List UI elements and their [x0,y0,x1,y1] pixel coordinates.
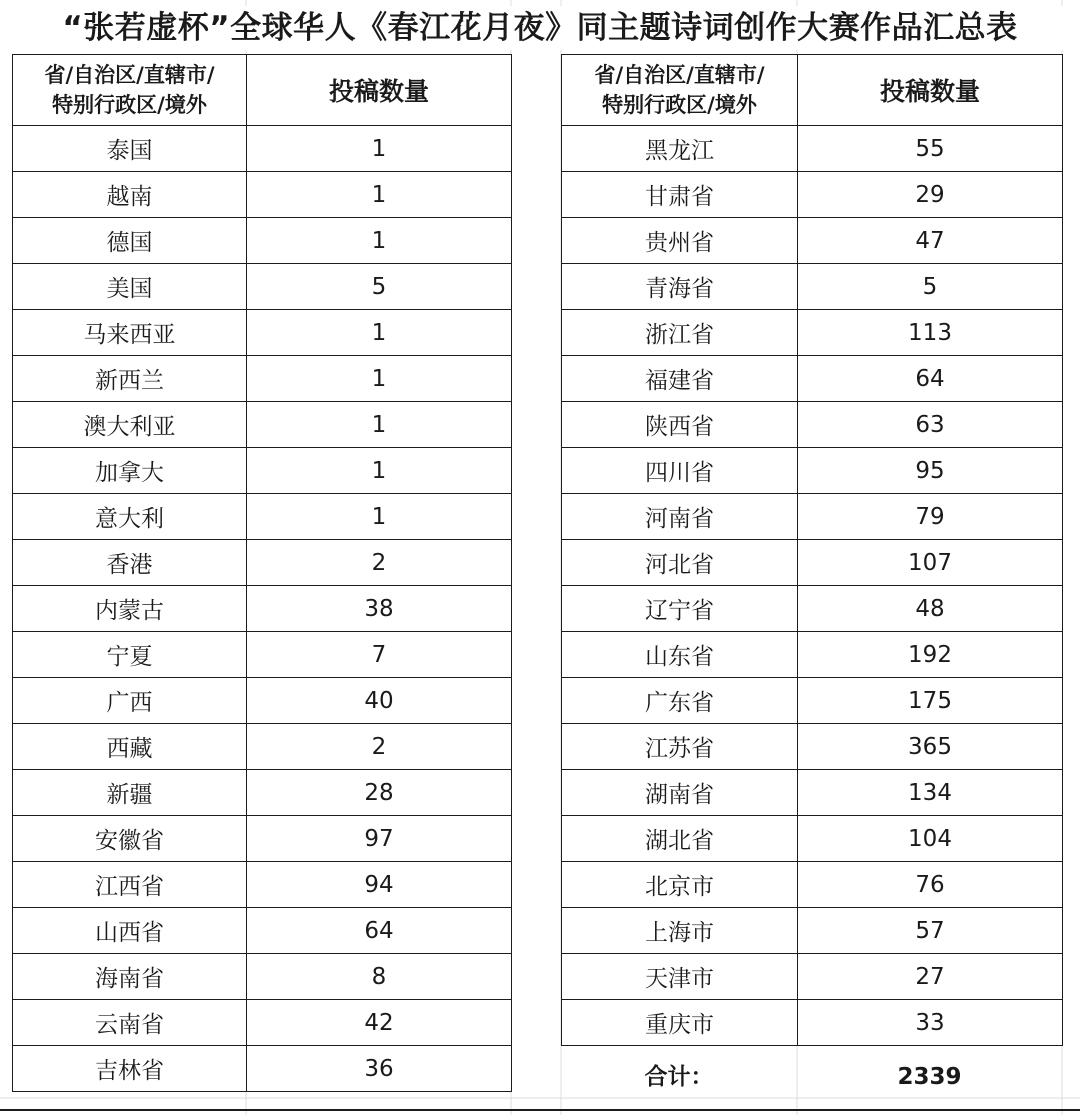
region-cell: 山东省 [562,632,798,678]
table-row [13,172,512,218]
count-cell: 1 [247,356,512,402]
count-cell: 5 [247,264,512,310]
table-row [562,954,1063,1000]
table-row [13,586,512,632]
count-cell: 1 [247,172,512,218]
count-cell: 2 [247,540,512,586]
region-header-line1: 省/自治区/直辖市/ [44,63,215,87]
count-cell: 95 [798,448,1063,494]
total-label: 合计： [644,1064,714,1090]
bottom-border-line [0,1109,1080,1111]
region-cell: 重庆市 [562,1000,798,1046]
region-cell: 宁夏 [13,632,247,678]
region-cell: 山西省 [13,908,247,954]
left-summary-table [12,54,512,1092]
count-cell: 28 [247,770,512,816]
region-cell: 上海市 [562,908,798,954]
count-cell: 48 [798,586,1063,632]
table-row [13,448,512,494]
region-cell: 马来西亚 [13,310,247,356]
region-cell: 越南 [13,172,247,218]
count-cell: 42 [247,1000,512,1046]
header-row [13,55,512,126]
region-cell: 江苏省 [562,724,798,770]
table-row [13,954,512,1000]
region-cell: 泰国 [13,126,247,172]
region-cell: 福建省 [562,356,798,402]
count-cell: 64 [247,908,512,954]
count-cell: 64 [798,356,1063,402]
table-row [562,908,1063,954]
count-cell: 1 [247,448,512,494]
count-cell: 2 [247,724,512,770]
count-cell: 97 [247,816,512,862]
total-value: 2339 [897,1064,962,1090]
table-row [562,816,1063,862]
region-cell: 广西 [13,678,247,724]
region-header-line2: 特别行政区/境外 [52,93,207,117]
table-row [562,540,1063,586]
table-row [562,402,1063,448]
region-cell: 贵州省 [562,218,798,264]
table-row [562,218,1063,264]
table-row [562,678,1063,724]
count-cell: 192 [798,632,1063,678]
table-row [13,310,512,356]
table-row [13,356,512,402]
region-column-header [13,55,247,126]
count-column-header: 投稿数量 [798,55,1063,126]
count-cell: 5 [798,264,1063,310]
region-cell: 北京市 [562,862,798,908]
table-row [562,586,1063,632]
region-cell: 甘肃省 [562,172,798,218]
count-cell: 94 [247,862,512,908]
table-row [13,540,512,586]
region-cell: 天津市 [562,954,798,1000]
count-cell: 365 [798,724,1063,770]
count-cell: 40 [247,678,512,724]
count-cell: 104 [798,816,1063,862]
table-row [13,770,512,816]
region-cell: 湖南省 [562,770,798,816]
count-cell: 57 [798,908,1063,954]
table-row [562,494,1063,540]
table-row [562,126,1063,172]
table-row [13,264,512,310]
region-cell: 黑龙江 [562,126,798,172]
region-header-line1: 省/自治区/直辖市/ [594,63,765,87]
count-cell: 38 [247,586,512,632]
table-row [562,724,1063,770]
header-row [562,55,1063,126]
table-row [13,218,512,264]
table-row [562,1000,1063,1046]
table-row [562,310,1063,356]
table-row [13,908,512,954]
count-cell: 29 [798,172,1063,218]
table-row [13,678,512,724]
region-cell: 河北省 [562,540,798,586]
region-cell: 湖北省 [562,816,798,862]
region-cell: 西藏 [13,724,247,770]
count-column-header: 投稿数量 [247,55,512,126]
table-row [13,494,512,540]
count-cell: 36 [247,1046,512,1092]
page-title: “张若虚杯”全球华人《春江花月夜》同主题诗词创作大赛作品汇总表 [0,6,1080,50]
region-cell: 陕西省 [562,402,798,448]
table-row [13,632,512,678]
region-cell: 四川省 [562,448,798,494]
table-row [562,770,1063,816]
count-cell: 63 [798,402,1063,448]
count-cell: 27 [798,954,1063,1000]
count-cell: 7 [247,632,512,678]
table-row [562,862,1063,908]
region-cell: 吉林省 [13,1046,247,1092]
region-cell: 青海省 [562,264,798,310]
count-cell: 33 [798,1000,1063,1046]
count-cell: 175 [798,678,1063,724]
table-row [562,264,1063,310]
count-cell: 1 [247,126,512,172]
region-cell: 安徽省 [13,816,247,862]
region-cell: 云南省 [13,1000,247,1046]
count-cell: 1 [247,494,512,540]
table-row [13,724,512,770]
table-row [562,172,1063,218]
count-cell: 8 [247,954,512,1000]
table-row [562,448,1063,494]
region-cell: 澳大利亚 [13,402,247,448]
region-cell: 浙江省 [562,310,798,356]
table-row [562,356,1063,402]
right-summary-table [561,54,1063,1046]
region-cell: 内蒙古 [13,586,247,632]
count-cell: 107 [798,540,1063,586]
count-cell: 76 [798,862,1063,908]
region-cell: 辽宁省 [562,586,798,632]
region-cell: 香港 [13,540,247,586]
table-row [562,632,1063,678]
table-row [13,816,512,862]
region-cell: 江西省 [13,862,247,908]
region-cell: 美国 [13,264,247,310]
table-row [13,126,512,172]
count-cell: 55 [798,126,1063,172]
region-cell: 新西兰 [13,356,247,402]
region-cell: 广东省 [562,678,798,724]
region-cell: 加拿大 [13,448,247,494]
count-cell: 1 [247,402,512,448]
table-row [13,1046,512,1092]
region-column-header [562,55,798,126]
count-cell: 134 [798,770,1063,816]
region-cell: 海南省 [13,954,247,1000]
region-cell: 德国 [13,218,247,264]
table-row [13,862,512,908]
region-header-line2: 特别行政区/境外 [602,93,757,117]
count-cell: 113 [798,310,1063,356]
region-cell: 新疆 [13,770,247,816]
region-cell: 河南省 [562,494,798,540]
count-cell: 1 [247,310,512,356]
table-row [13,1000,512,1046]
region-cell: 意大利 [13,494,247,540]
count-cell: 47 [798,218,1063,264]
count-cell: 1 [247,218,512,264]
table-row [13,402,512,448]
count-cell: 79 [798,494,1063,540]
